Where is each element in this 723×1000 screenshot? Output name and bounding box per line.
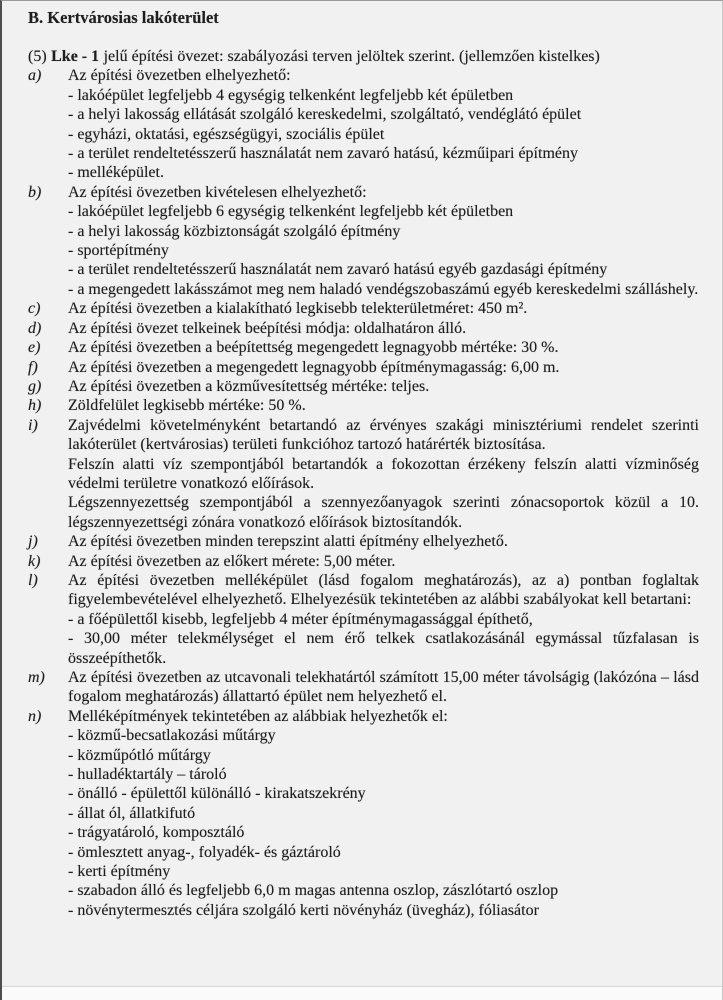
clause-paragraph: Felszín alatti víz szempontjából betartandók a fokozottan érzékeny felszín alatti vízminőség védelmi területre vonatkozó előírások.: [68, 455, 699, 492]
section-heading: B. Kertvárosias lakóterület: [28, 8, 219, 27]
intro-text: jelű építési övezet: szabályozási terven jelöltek szerint. (jellemzően kistelkes): [103, 48, 600, 65]
clause-bullet-item: - sportépítmény: [68, 242, 169, 260]
clause-label: n): [28, 707, 42, 725]
clause-content: [68, 377, 699, 396]
clause-paragraph: Az építési övezetben melléképület (lásd fogalom meghatározás), az a) pontban foglaltak figyelembevételével elhelyezhető. Elhelyezésük tekintetében az alábbi szabályokat kell betartani:: [68, 571, 699, 609]
clause-item: [28, 552, 699, 571]
clause-paragraph: Az építési övezetben a beépítettség megengedett legnagyobb mértéke: 30 %.: [68, 339, 559, 357]
clause-bullet-item: - a megengedett lakásszámot meg nem haladó vendégszobaszámú egyéb kereskedelmi szálláshely.: [68, 280, 699, 298]
clause-paragraph: Az építési övezetben elhelyezhető:: [68, 67, 291, 85]
clause-item: [28, 416, 699, 532]
intro-zone-code: Lke - 1: [51, 48, 100, 65]
clause-item: [28, 668, 699, 707]
clause-bullet-item: - közmű-becsatlakozási műtárgy: [68, 727, 276, 745]
clause-label: b): [28, 183, 42, 201]
clause-bullet-item: - ömlesztett anyag-, folyadék- és gáztároló: [68, 843, 341, 861]
clause-paragraph: Melléképítmények tekintetében az alábbiak helyezhetők el:: [68, 707, 448, 725]
clause-item: [28, 358, 699, 377]
clause-content: [68, 416, 699, 532]
clause-paragraph: Az építési övezetben a közművesítettség mértéke: teljes.: [68, 377, 430, 395]
clause-content: [68, 571, 699, 668]
clause-label: l): [28, 571, 38, 589]
clause-content: [68, 396, 699, 415]
clause-bullet-item: - növénytermesztés céljára szolgáló kerti növényház (üvegház), fóliasátor: [68, 901, 539, 919]
clause-label: d): [28, 319, 42, 337]
clause-item: [28, 571, 699, 668]
clause-item: [28, 183, 699, 299]
clause-bullet-item: - egyházi, oktatási, egészségügyi, szociális épület: [68, 125, 385, 143]
clause-item: [28, 377, 699, 396]
clause-list: [28, 66, 699, 920]
clause-item: [28, 707, 699, 920]
clause-content: [68, 183, 699, 299]
clause-bullet-item: - a terület rendeltetésszerű használatát nem zavaró hatású egyéb gazdasági építmény: [68, 261, 608, 279]
clause-bullet-item: - melléképület.: [68, 164, 164, 182]
page-bottom-margin: [2, 986, 722, 1000]
clause-label: k): [28, 552, 41, 570]
clause-content: [68, 668, 699, 707]
clause-label: h): [28, 397, 42, 415]
clause-label: i): [28, 416, 38, 434]
clause-content: [68, 552, 699, 571]
clause-bullet-item: - a helyi lakosság közbiztonságát szolgáló építmény: [68, 222, 401, 240]
clause-bullet-item: - a terület rendeltetésszerű használatát nem zavaró hatású, kézműipari építmény: [68, 145, 578, 163]
clause-item: [28, 66, 699, 182]
clause-bullet-item: - a helyi lakosság ellátását szolgáló kereskedelmi, szolgáltató, vendéglátó épület: [68, 106, 582, 124]
clause-bullet-item: - a főépülettől kisebb, legfeljebb 4 méter építménymagassággal építhető,: [68, 610, 533, 628]
clause-bullet-item: - állat ól, állatkifutó: [68, 804, 196, 822]
clause-bullet-item: - lakóépület legfeljebb 4 egységig telkenként legfeljebb két épületben: [68, 86, 514, 104]
clause-paragraph: Az építési övezet telkeinek beépítési módja: oldalhatáron álló.: [68, 319, 467, 337]
clause-label: j): [28, 533, 38, 551]
clause-paragraph: Légszennyezettség szempontjából a szennyezőanyagok szerinti zónacsoportok közül a 10. légszennyezettségi zónára vonatkozó előírások biztosítandók.: [68, 494, 699, 531]
clause-content: [68, 338, 699, 357]
clause-label: g): [28, 377, 42, 395]
clause-item: [28, 299, 699, 318]
clause-label: c): [28, 300, 41, 318]
clause-bullet-item: - trágyatároló, komposztáló: [68, 824, 245, 842]
clause-content: [68, 66, 699, 182]
clause-item: [28, 396, 699, 415]
clause-item: [28, 319, 699, 338]
clause-bullet-item: - szabadon álló és legfeljebb 6,0 m magas antenna oszlop, zászlótartó oszlop: [68, 882, 559, 900]
clause-paragraph: Az építési övezetben a kialakítható legkisebb telekterületméret: 450 m².: [68, 300, 528, 318]
clause-label: m): [28, 669, 45, 686]
intro-paragraph: [28, 47, 699, 66]
clause-content: [68, 707, 699, 920]
clause-bullet-item: - hulladéktartály – tároló: [68, 766, 227, 784]
clause-content: [68, 299, 699, 318]
clause-content: [68, 532, 699, 551]
clause-bullet-item: - kerti építmény: [68, 863, 171, 881]
clause-paragraph: Az építési övezetben kivételesen elhelyezhető:: [68, 183, 367, 201]
clause-paragraph: Zajvédelmi követelményként betartandó az érvényes szakági minisztériumi rendelet szerinti lakóterület (kertvárosias) területi funkcióhoz tartozó határérték biztosítása.: [68, 416, 699, 454]
clause-paragraph: Az építési övezetben az előkert mérete: 5,00 méter.: [68, 552, 396, 570]
clause-bullet-item: - önálló - épülettől különálló - kirakatszekrény: [68, 785, 366, 803]
clause-bullet-item: - közműpótló műtárgy: [68, 746, 211, 764]
clause-paragraph: Az építési övezetben a megengedett legnagyobb építménymagasság: 6,00 m.: [68, 358, 560, 376]
clause-paragraph: Az építési övezetben az utcavonali telekhatártól számított 15,00 méter távolságig (lakózóna – lásd fogalom meghatározás) állattartó épület nem helyezhető el.: [68, 669, 699, 706]
clause-content: [68, 358, 699, 377]
intro-number: (5): [28, 48, 47, 65]
clause-label: a): [28, 67, 42, 85]
clause-paragraph: Az építési övezetben minden terepszint alatti építmény elhelyezhető.: [68, 533, 508, 551]
clause-item: [28, 532, 699, 551]
clause-bullet-item: - lakóépület legfeljebb 6 egységig telkenként legfeljebb két épületben: [68, 203, 514, 221]
clause-label: e): [28, 339, 41, 357]
clause-item: [28, 338, 699, 357]
clause-label: f): [28, 358, 38, 376]
clause-content: [68, 319, 699, 338]
clause-paragraph: Zöldfelület legkisebb mértéke: 50 %.: [68, 397, 306, 415]
clause-bullet-item: - 30,00 méter telekmélységet el nem érő telkek csatlakozásánál egymással tűzfalasan is összeépíthetők.: [68, 630, 699, 667]
